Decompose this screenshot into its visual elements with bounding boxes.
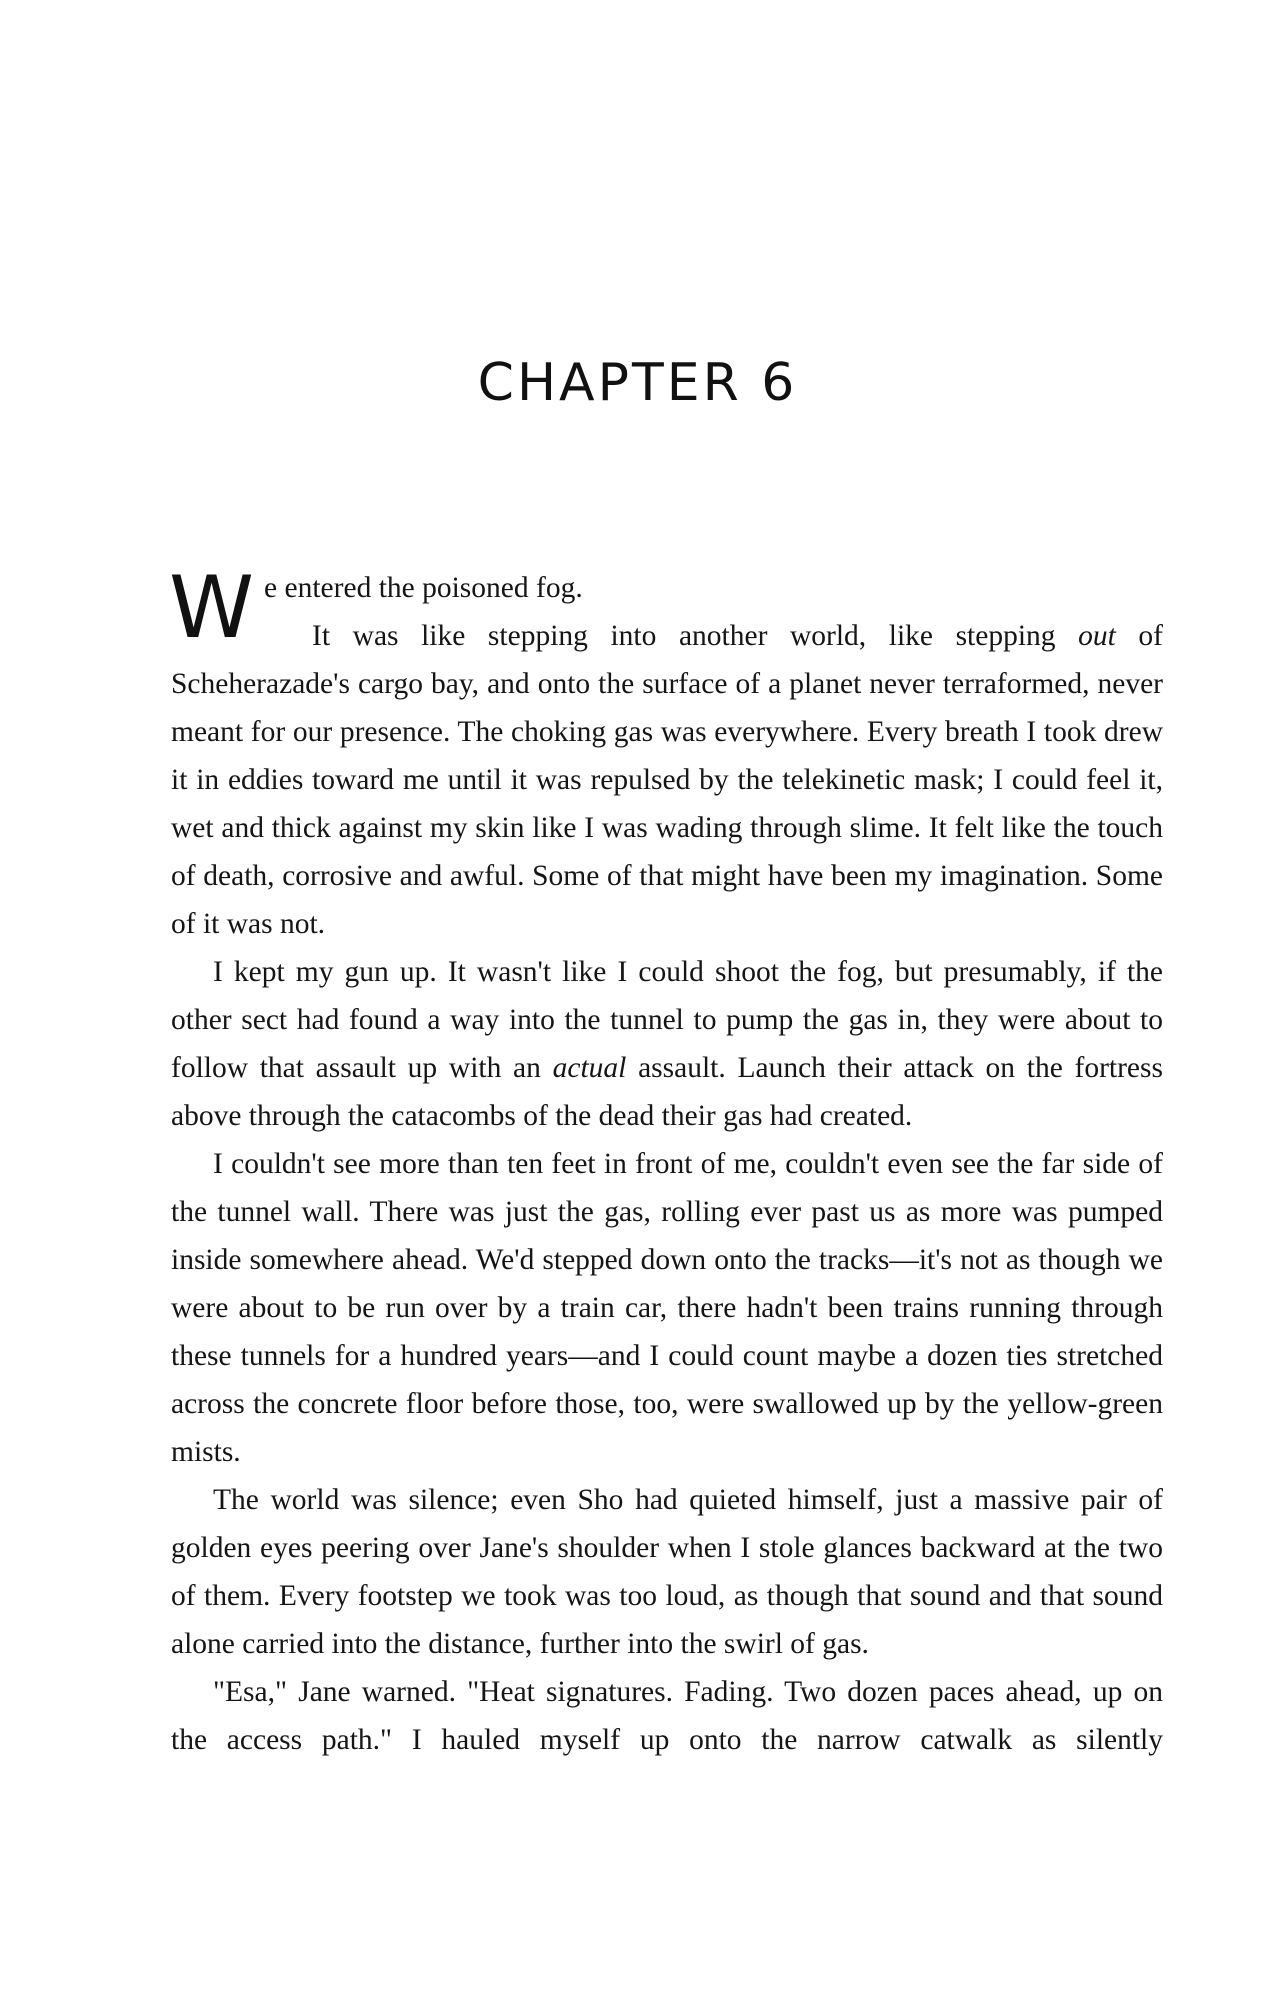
drop-cap: W [169, 558, 255, 658]
paragraph-2-text-a: I kept my gun up. It wasn't like I could shoot the fog, but presumably, if the other sect had found a way into the tunnel to pump the gas in, they were about to follow that assault up with an [171, 956, 1163, 1084]
paragraph-4: The world was silence; even Sho had quieted himself, just a massive pair of golden eyes peering over Jane's shoulder when I stole glances backward at the two of them. Every footstep we took was too loud, as though that sound and that sound alone carried into the distance, further into the swirl of gas. [171, 1484, 1163, 1660]
paragraph-3: I couldn't see more than ten feet in front of me, couldn't even see the far side of the tunnel wall. There was just the gas, rolling ever past us as more was pumped inside somewhere ahead. We'd stepped down onto the tracks—it's not as though we were about to be run over by a train car, there hadn't been trains running through these tunnels for a hundred years—and I could count maybe a dozen ties stretched across the concrete floor before those, too, were swallowed up by the yellow-green mists. [171, 1148, 1163, 1468]
paragraph-1-lead: It was like stepping into another world, like stepping [312, 620, 1079, 652]
opening-paragraph [169, 558, 1163, 948]
paragraph-1 [171, 620, 1163, 940]
paragraph-1-emphasis: out [1078, 620, 1116, 652]
paragraph-5: "Esa," Jane warned. "Heat signatures. Fading. Two dozen paces ahead, up on the access path." I hauled myself up onto the narrow catwalk as silently [171, 1676, 1163, 1756]
opening-line: e entered the poisoned fog. [264, 572, 583, 604]
chapter-title: CHAPTER 6 [477, 353, 798, 413]
paragraph-2 [171, 948, 1163, 1140]
paragraph-2-emphasis: actual [552, 1052, 627, 1084]
chapter-body [169, 558, 1163, 1764]
paragraph-1-rest: of Scheherazade's cargo bay, and onto the surface of a planet never terraformed, never meant for our presence. The choking gas was everywhere. Every breath I took drew it in eddies toward me until it was repulsed by the telekinetic mask; I could feel it, wet and thick against my skin like I was wading through slime. It felt like the touch of death, corrosive and awful. Some of that might have been my imagination. Some of it was not. [171, 620, 1163, 940]
paragraph-2-text-b: assault. Launch their attack on the fortress above through the catacombs of the dead their gas had created. [171, 1052, 1163, 1132]
